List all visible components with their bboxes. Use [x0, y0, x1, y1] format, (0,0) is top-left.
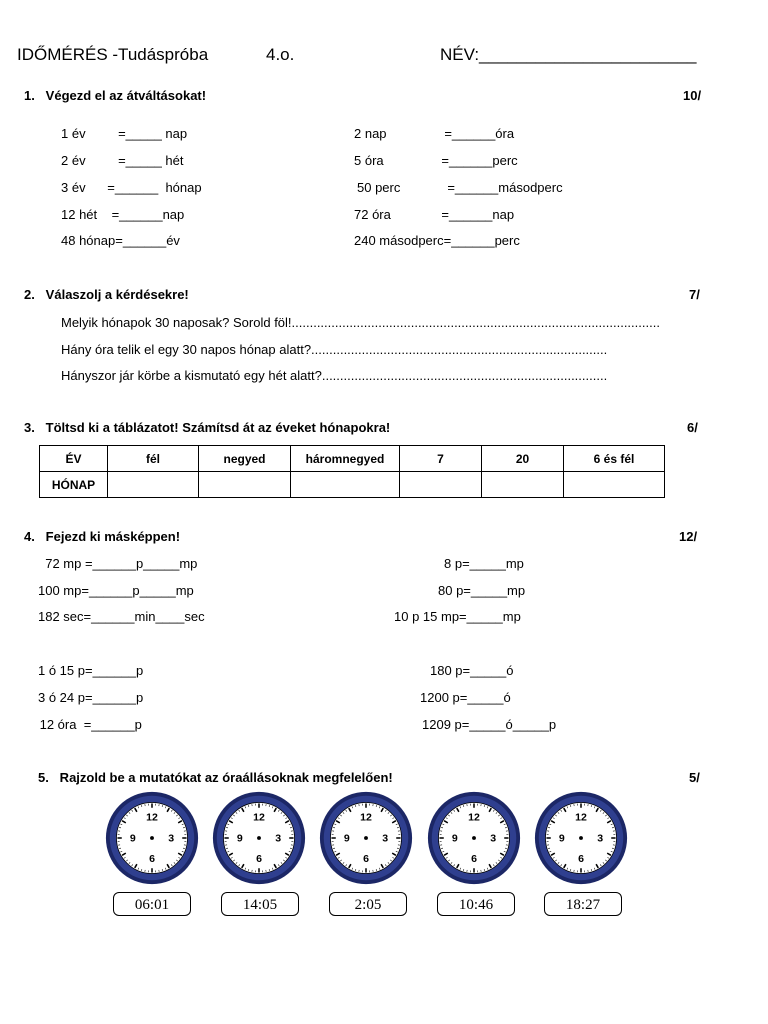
time-label: 2:05 [329, 892, 407, 916]
clock-number: 6 [471, 853, 477, 865]
table-row [40, 446, 665, 472]
clock-number: 12 [575, 811, 587, 824]
table-row-label: HÓNAP [40, 472, 108, 498]
s4-right-line: 8 p=_____mp [444, 556, 524, 571]
section-1-points: 10/ [683, 88, 702, 103]
s4-right-line: 180 p=_____ó [430, 663, 514, 678]
clock-number: 3 [382, 832, 389, 845]
clock-center-dot [150, 836, 154, 840]
section-3-title: 3. Töltsd ki a táblázatot! Számítsd át az éveket hónapokra! [24, 420, 391, 435]
s4-right-line: 80 p=_____mp [438, 583, 526, 598]
answer-cell[interactable] [108, 472, 199, 498]
s4-right-line: 10 p 15 mp=_____mp [394, 609, 521, 624]
clock-face[interactable] [211, 790, 307, 886]
clock-number: 3 [490, 832, 497, 845]
answer-cell[interactable] [199, 472, 291, 498]
clock-number: 9 [129, 832, 136, 845]
clock-number: 9 [558, 832, 565, 845]
table-header-cell: 7 [400, 446, 482, 472]
section-4-title: 4. Fejezd ki másképpen! [24, 529, 181, 544]
s2-question: Hányszor jár körbe a kismutató egy hét alatt?............................................................................... [61, 368, 608, 383]
conversion-table [39, 445, 665, 498]
s1-left-line: 3 év =______ hónap [61, 180, 202, 195]
section-2-points: 7/ [689, 287, 700, 302]
clock-center-dot [257, 836, 261, 840]
table-header-cell: 6 és fél [564, 446, 665, 472]
clock-number: 3 [597, 832, 604, 845]
s4-right-line: 1209 p=_____ó_____p [422, 717, 557, 732]
answer-cell[interactable] [400, 472, 482, 498]
grade-label: 4.o. [266, 45, 295, 64]
s1-right-line: 5 óra =______perc [354, 153, 518, 168]
s4-left-line: 182 sec=______min____sec [38, 609, 205, 624]
s4-left-line: 1 ó 15 p=______p [38, 663, 144, 678]
name-field[interactable]: NÉV:_______________________ [440, 45, 697, 64]
s4-left-line: 12 óra =______p [36, 717, 142, 732]
s1-right-line: 72 óra =______nap [354, 207, 515, 222]
s2-question: Melyik hónapok 30 naposak? Sorold föl!...................................................................................................... [61, 315, 660, 330]
s1-left-line: 48 hónap=______év [61, 233, 180, 248]
table-header-cell: ÉV [40, 446, 108, 472]
s1-left-line: 2 év =_____ hét [61, 153, 184, 168]
clock-number: 9 [236, 832, 243, 845]
table-header-cell: háromnegyed [291, 446, 400, 472]
section-2-title: 2. Válaszolj a kérdésekre! [24, 287, 189, 302]
section-5-title: 5. Rajzold be a mutatókat az óraállásoknak megfelelően! [38, 770, 393, 785]
clock-face[interactable] [426, 790, 522, 886]
s1-right-line: 50 perc =______másodperc [357, 180, 563, 195]
s1-left-line: 12 hét =______nap [61, 207, 185, 222]
clock-number: 3 [275, 832, 282, 845]
clock-number: 6 [363, 853, 369, 865]
clock-number: 12 [253, 811, 265, 824]
s1-left-line: 1 év =_____ nap [61, 126, 188, 141]
clock-face[interactable] [533, 790, 629, 886]
clock-number: 9 [451, 832, 458, 845]
clock-number: 6 [149, 853, 155, 865]
time-label: 06:01 [113, 892, 191, 916]
table-header-cell: negyed [199, 446, 291, 472]
section-3-points: 6/ [687, 420, 698, 435]
worksheet-title: IDŐMÉRÉS -Tudáspróba [17, 45, 209, 64]
clock-number: 12 [146, 811, 158, 824]
clock-number: 12 [468, 811, 480, 824]
answer-cell[interactable] [482, 472, 564, 498]
time-label: 10:46 [437, 892, 515, 916]
s4-left-line: 100 mp=______p_____mp [38, 583, 194, 598]
s1-right-line: 2 nap =______óra [354, 126, 515, 141]
clock-number: 6 [578, 853, 584, 865]
clock-number: 6 [256, 853, 262, 865]
clock-center-dot [364, 836, 368, 840]
section-4-points: 12/ [679, 529, 698, 544]
s2-question: Hány óra telik el egy 30 napos hónap alatt?.................................................................................. [61, 342, 608, 357]
table-header-cell: 20 [482, 446, 564, 472]
time-label: 18:27 [544, 892, 622, 916]
section-5-points: 5/ [689, 770, 700, 785]
s1-right-line: 240 másodperc=______perc [354, 233, 520, 248]
clock-face[interactable] [104, 790, 200, 886]
answer-cell[interactable] [564, 472, 665, 498]
s4-right-line: 1200 p=_____ó [420, 690, 511, 705]
section-1-title: 1. Végezd el az átváltásokat! [24, 88, 207, 103]
time-label: 14:05 [221, 892, 299, 916]
table-row [40, 472, 665, 498]
table-header-cell: fél [108, 446, 199, 472]
clock-number: 9 [343, 832, 350, 845]
answer-cell[interactable] [291, 472, 400, 498]
clock-center-dot [472, 836, 476, 840]
clock-number: 3 [168, 832, 175, 845]
clock-face[interactable] [318, 790, 414, 886]
s4-left-line: 72 mp =______p_____mp [38, 556, 198, 571]
clock-number: 12 [360, 811, 372, 824]
clock-center-dot [579, 836, 583, 840]
s4-left-line: 3 ó 24 p=______p [38, 690, 144, 705]
